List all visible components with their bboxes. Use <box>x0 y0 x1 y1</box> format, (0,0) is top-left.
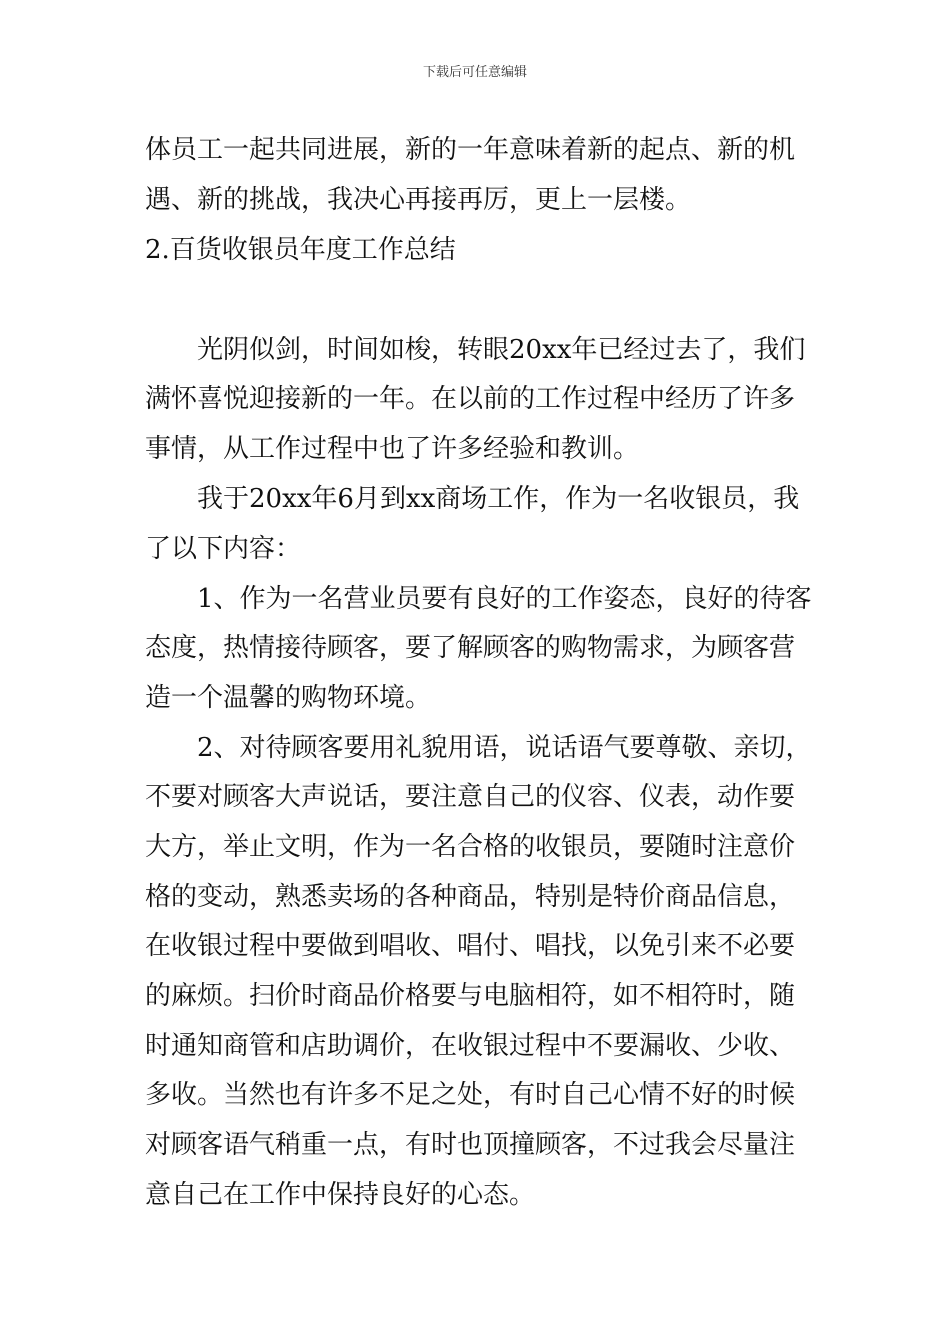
text-line: 光阴似剑，时间如梭，转眼20xx年已经过去了，我们 <box>197 335 806 365</box>
text-line: 意自己在工作中保持良好的心态。 <box>145 1180 536 1210</box>
text-line: 不要对顾客大声说话，要注意自己的仪容、仪表，动作要 <box>145 782 796 812</box>
text-line: 多收。当然也有许多不足之处，有时自己心情不好的时候 <box>145 1080 796 1110</box>
text-line: 大方，举止文明，作为一名合格的收银员，要随时注意价 <box>145 832 796 862</box>
text-line: 态度，热情接待顾客，要了解顾客的购物需求，为顾客营 <box>145 633 796 663</box>
text-line: 对顾客语气稍重一点，有时也顶撞顾客，不过我会尽量注 <box>145 1130 796 1160</box>
text-line: 了以下内容： <box>145 534 302 564</box>
text-line: 在收银过程中要做到唱收、唱付、唱找，以免引来不必要 <box>145 931 796 961</box>
section-heading: 2.百货收银员年度工作总结 <box>145 235 456 265</box>
text-line: 格的变动，熟悉卖场的各种商品，特别是特价商品信息， <box>145 882 796 912</box>
text-line: 遇、新的挑战，我决心再接再厉，更上一层楼。 <box>145 185 692 215</box>
text-line: 的麻烦。扫价时商品价格要与电脑相符，如不相符时，随 <box>145 981 796 1011</box>
text-line: 1、作为一名营业员要有良好的工作姿态，良好的待客 <box>197 584 812 614</box>
text-line: 事情，从工作过程中也了许多经验和教训。 <box>145 434 640 464</box>
text-line: 我于20xx年6月到xx商场工作，作为一名收银员，我 <box>197 484 800 514</box>
page-header: 下载后可任意编辑 <box>422 65 527 80</box>
text-line: 满怀喜悦迎接新的一年。在以前的工作过程中经历了许多 <box>145 384 796 414</box>
text-line: 体员工一起共同进展，新的一年意味着新的起点、新的机 <box>145 135 796 165</box>
text-line: 造一个温馨的购物环境。 <box>145 683 432 713</box>
text-line: 2、对待顾客要用礼貌用语，说话语气要尊敬、亲切， <box>197 733 812 763</box>
text-line: 时通知商管和店助调价，在收银过程中不要漏收、少收、 <box>145 1031 796 1061</box>
